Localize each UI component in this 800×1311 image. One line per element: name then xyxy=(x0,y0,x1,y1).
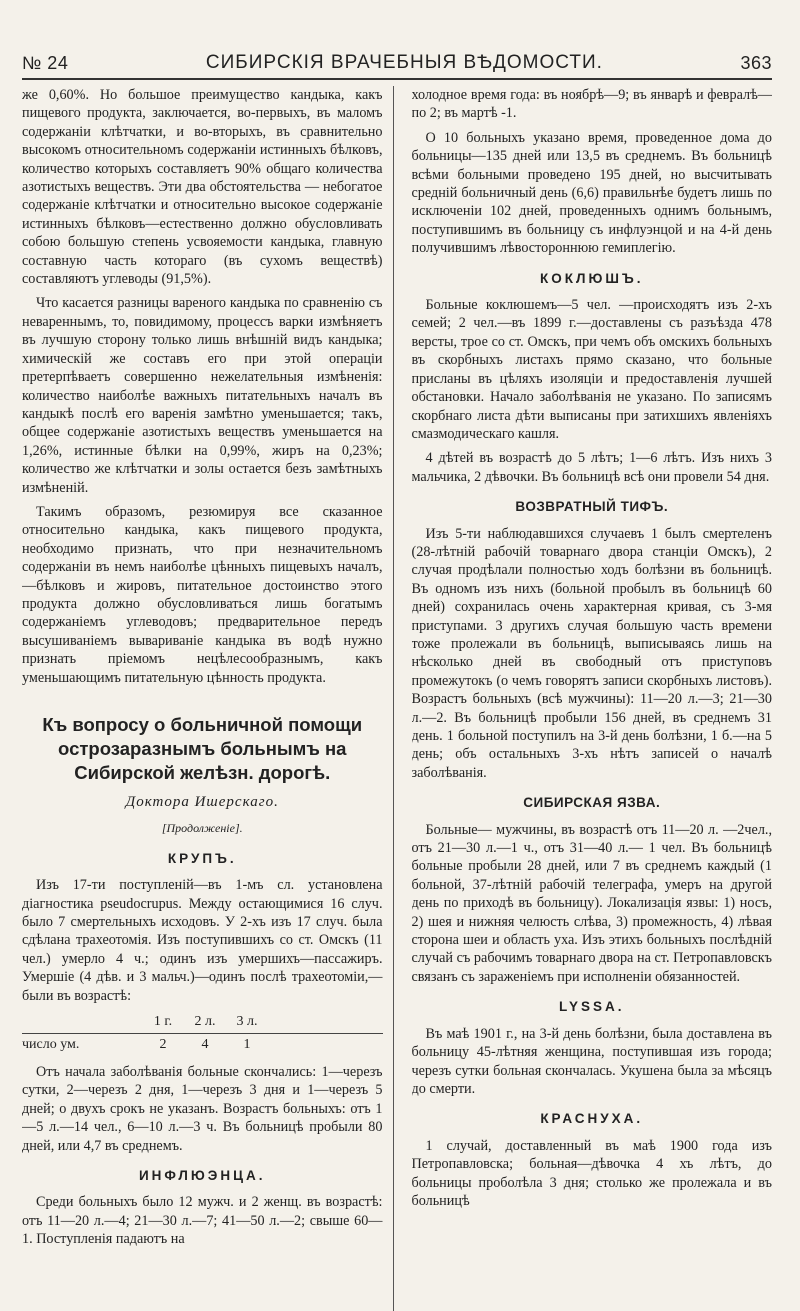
paragraph: Въ маѣ 1901 г., на 3-й день болѣзни, была доставлена въ больницу 45-лѣтняя женщина, поступившая изъ города; черезъ сутки больная скончалась. Укушена была за мѣсяцъ до смерти. xyxy=(411,1025,772,1097)
journal-title: СИБИРСКІЯ ВРАЧЕБНЫЯ ВѢДОМОСТИ. xyxy=(205,52,603,73)
paragraph: Изъ 5-ти наблюдавшихся случаевъ 1 былъ смертеленъ (28-лѣтній рабочій товарнаго двора станціи Омскъ), 2 случая продѣлали полностью ходъ болѣзни въ больницѣ. Въ одномъ изъ нихъ (больной пробылъ въ больницѣ 60 дней) сохранилась очень характерная кривая, съ 3-мя приступами. 3 другихъ случая большую часть времени тоже пролежали въ больницѣ, выписываясь лишь на нѣсколько дней въ свободный отъ приступовъ промежутокъ (о чемъ говорятъ записи скорбныхъ листовъ). Возрастъ больныхъ (всѣ мужчины): 11—20 л.—3; 21—30 л.—2. Въ больницѣ пробыли 156 дней, въ среднемъ 31 день. 1 больной поступилъ на 3-й день болѣзни, 1 б.—на 5 день; объ остальныхъ 3-хъ нѣтъ записей о началѣ заболѣванія. xyxy=(411,525,772,781)
issue-number: № 24 xyxy=(22,53,69,73)
section-heading-krup: КРУПЪ. xyxy=(167,850,237,866)
continuation-note: [Продолженіе]. xyxy=(161,821,243,836)
age-table-label: число ум. xyxy=(22,1037,80,1053)
age-table-row xyxy=(22,1011,383,1034)
count-cell: 4 xyxy=(201,1037,209,1053)
section-heading-anthrax: СИБИРСКАЯ ЯЗВА. xyxy=(523,795,661,811)
paragraph: Такимъ образомъ, резюмируя все сказанное относительно кандыка, какъ пищевого продукта, необходимо признать, что при незначительномъ содержаніи въ немъ наиболѣе цѣнныхъ пищевыхъ началъ,—бѣлковъ и жировъ, питательное достоинство этого продукта должно обусловливаться лишь богатымъ содержаніемъ углеводовъ; предварительное передъ высушиваніемъ вывариваніе кандыка въ водѣ нужно признать пріемомъ нецѣлесообразнымъ, какъ уменьшающимъ питательную цѣнность продукта. xyxy=(22,503,383,686)
paragraph: Что касается разницы вареного кандыка по сравненію съ невареннымъ, то, повидимому, процессъ варки измѣняетъ въ лучшую сторону только лишь внѣшній видъ кандыка; химическій же составъ его при этой операціи претерпѣваетъ совершенно нежелательныя измѣненія: количество наиболѣе важныхъ питательныхъ началъ въ кандыкѣ послѣ его варенія замѣтно уменьшается; такъ, общее содержаніе азотистыхъ веществъ уменьшается на 1,26%, истинные бѣлки на 0,99%, жиръ на 0,23%; количество же клѣтчатки и золы остается безъ замѣтныхъ измѣненій. xyxy=(22,295,383,496)
paragraph: Больные коклюшемъ—5 чел. —происходятъ изъ 2-хъ семей; 2 чел.—въ 1899 г.—доставлены съ разъѣзда 478 версты, трое со ст. Омскъ, при чемъ объ омскихъ больныхъ въ скорбныхъ листахъ прямо сказано, что больные присланы въ цѣляхъ изоляціи и предоставленія лучшей обстановки. Начало заболѣванія не указано. По записямъ скорбнаго листа дѣти выписаны при затихшихъ явленіяхъ смазмодическаго кашля. xyxy=(411,297,772,442)
age-table xyxy=(22,1011,383,1057)
page-number: 363 xyxy=(740,53,772,73)
age-table-row xyxy=(22,1034,383,1056)
age-cell: 1 г. xyxy=(153,1014,173,1030)
count-cell: 1 xyxy=(243,1037,251,1053)
paragraph: Больные— мужчины, въ возрастѣ отъ 11—20 л. —2чел., отъ 21—30 л.—1 ч., отъ 31—40 л.— 1 чел. Въ больницѣ больные пробыли 28 дней, или 7 въ среднемъ каждый (1 больной, 37-лѣтній рабочій телеграфа, умеръ на другой день по приходѣ въ больницу). Локализація язвы: 1) носъ, 2) шея и нижняя челюсть слѣва, 3) промежность, 4) лѣвая сторона шеи и область уха. Изъ этихъ больныхъ послѣдній случай съ рабочимъ товарнаго двора на ст. Петропавловскъ связанъ съ зараженіемъ при исполненіи обязанностей. xyxy=(411,821,772,985)
section-heading-rubella: КРАСНУХА. xyxy=(540,1111,644,1127)
section-heading-influenza: ИНФЛЮЭНЦА. xyxy=(138,1167,266,1183)
paragraph: холодное время года: въ ноябрѣ—9; въ январѣ и февралѣ—по 2; въ мартѣ -1. xyxy=(411,87,772,122)
paragraph: 4 дѣтей въ возрастѣ до 5 лѣтъ; 1—6 лѣтъ. Изъ нихъ 3 мальчика, 2 дѣвочки. Въ больницѣ всѣ они провели 54 дня. xyxy=(411,450,772,485)
age-cell: 2 л. xyxy=(194,1014,216,1030)
section-heading-koklush: КОКЛЮШЪ. xyxy=(540,270,644,286)
paragraph: Изъ 17-ти поступленій—въ 1-мъ сл. установлена діагностика pseudocrupus. Между остающимися 16 случ. было 7 смертельныхъ исходовъ. У 2-хъ изъ 17 случ. была сдѣлана трахеотомія. Изъ поступившихъ со ст. Омскъ (11 чел.) умерло 4 ч.; одинъ изъ умершихъ—пассажиръ. Умершіе (4 дѣв. и 3 мальч.)—одинъ послѣ трахеотоміи,—были въ возрастѣ: xyxy=(22,877,383,1004)
text-columns xyxy=(22,86,772,1311)
paragraph: 1 случай, доставленный въ маѣ 1900 года изъ Петропавловска; больная—дѣвочка 4 хъ лѣтъ, до больницы проболѣла 3 дня; столько же пролежала и въ больницѣ xyxy=(411,1137,772,1209)
section-heading-typhus: ВОЗВРАТНЫЙ ТИФЪ. xyxy=(515,499,669,515)
count-cell: 2 xyxy=(159,1037,167,1053)
running-header xyxy=(22,40,772,80)
article-author: Доктора Ишерскаго. xyxy=(125,794,279,810)
paragraph: же 0,60%. Но большое преимущество кандыка, какъ пищевого продукта, заключается, во-первыхъ, въ маломъ содержаніи клѣтчатки, и во-вторыхъ, въ сравнительно высокомъ относительномъ содержаніи истинныхъ бѣлковъ, количество которыхъ составляетъ 90% общаго количества азотистыхъ веществъ. Эти два обстоятельства — небогатое содержаніе клѣтчатки и относительно высокое содержаніе истинныхъ бѣлковъ—естественно должно обусловливать собою большую степень усвояемости кандыка, главную составную часть котораго (въ сухомъ веществѣ) составляютъ углеводы (91,5%). xyxy=(22,87,383,288)
right-column xyxy=(412,86,773,1311)
age-cell: 3 л. xyxy=(236,1014,258,1030)
left-column xyxy=(22,86,394,1311)
article-title: Къ вопросу о больничной помощи острозаразнымъ больнымъ на Сибирской желѣзн. дорогѣ. xyxy=(42,714,363,783)
paragraph: Отъ начала заболѣванія больные скончались: 1—черезъ сутки, 2—черезъ 2 дня, 1—черезъ 3 дня и 1—черезъ 5 дней; о двухъ срокъ не указанъ. Возрастъ больныхъ: отъ 1—5 л.—14 чел., 6—10 л.—3 ч. Въ больницѣ пробыли 80 дней, или 4,7 въ среднемъ. xyxy=(22,1063,383,1154)
paragraph: О 10 больныхъ указано время, проведенное дома до больницы—135 дней или 13,5 въ среднемъ. Въ больницѣ всѣми больными проведено 195 дней, но высчитывать средній больничный день (6,6) правильнѣе будетъ лишь по исключеніи 102 дней, проведенныхъ однимъ больнымъ, поступившимъ въ больницу съ инфлуэнцой и на 4-й день получившимъ лѣвостороннюю гемиплегію. xyxy=(411,129,772,257)
paragraph: Среди больныхъ было 12 мужч. и 2 женщ. въ возрастѣ: отъ 11—20 л.—4; 21—30 л.—7; 41—50 л.—2; свыше 60—1. Поступленія падаютъ на xyxy=(22,1194,383,1248)
section-heading-lyssa: LYSSA. xyxy=(558,999,625,1015)
